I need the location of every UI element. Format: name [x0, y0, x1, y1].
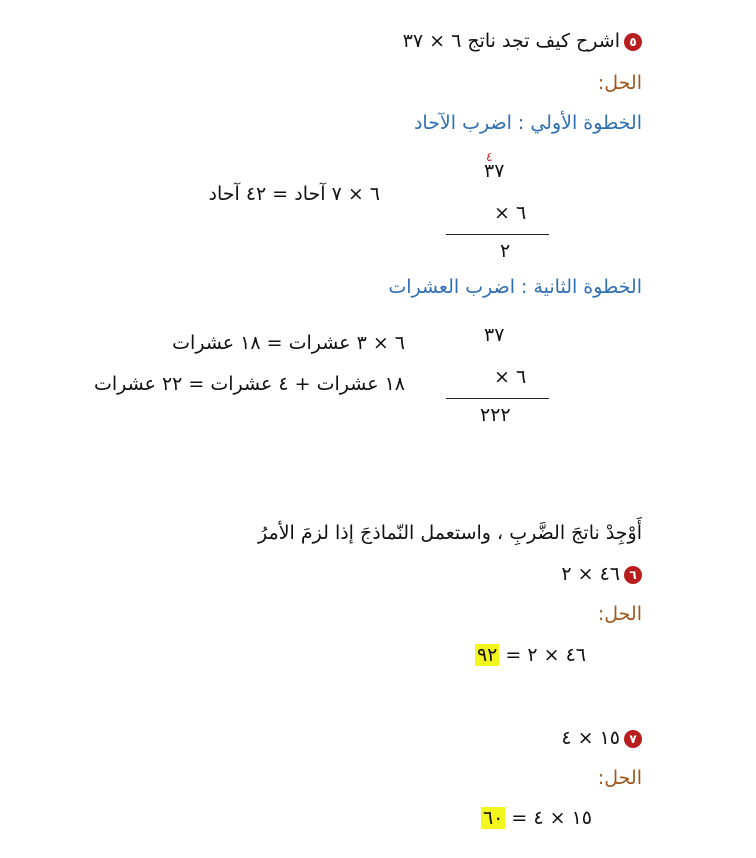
q5-step1-explanation: ٦ × ٧ آحاد = ٤٢ آحاد — [208, 183, 380, 205]
q5-step1-top-number: ٣٧ — [484, 160, 505, 182]
q5-step1-title: الخطوة الأولي : اضرب الآحاد — [413, 112, 642, 134]
q7-solution-label: الحل: — [597, 767, 642, 789]
q5-step2-underline — [446, 398, 549, 399]
q5-question-line — [403, 30, 642, 52]
q6-number-badge: ٦ — [624, 566, 642, 584]
q7-equation: ١٥ × ٤ = — [505, 807, 592, 829]
q5-step2-multiplier: ٦ × — [494, 366, 527, 388]
q6-question-text: ٤٦ × ٢ — [561, 563, 620, 585]
q5-step1-carry: ٤ — [486, 150, 493, 164]
q5-step2-top-number: ٣٧ — [484, 324, 505, 346]
q7-question-text: ١٥ × ٤ — [561, 727, 620, 749]
q6-question-line — [561, 563, 642, 585]
q5-solution-label: الحل: — [597, 72, 642, 94]
q6-answer-line — [475, 644, 586, 666]
q6-solution-label: الحل: — [597, 603, 642, 625]
q5-question-text: اشرح كيف تجد ناتج ٦ × ٣٧ — [402, 30, 620, 52]
q5-step1-multiplier: ٦ × — [494, 202, 527, 224]
q6-equation: ٤٦ × ٢ = — [499, 644, 586, 666]
q7-question-line — [561, 727, 642, 749]
q5-step2-result: ٢٢٢ — [480, 404, 511, 426]
q5-step2-title: الخطوة الثانية : اضرب العشرات — [388, 276, 642, 298]
q6-answer-highlight: ٩٢ — [476, 644, 498, 666]
q5-step1-underline — [446, 234, 549, 235]
q7-answer-line — [481, 807, 592, 829]
q5-number-badge: ٥ — [624, 33, 642, 51]
q5-step1-result: ٢ — [500, 240, 511, 262]
q5-step2-explanation-2: ١٨ عشرات + ٤ عشرات = ٢٢ عشرات — [93, 373, 405, 395]
exercise-instruction: أَوْجِدْ ناتجَ الضَّربِ ، واستعمل النّماذجَ إذا لزمَ الأمرُ — [258, 522, 642, 544]
q7-answer-highlight: ٦٠ — [482, 807, 504, 829]
q5-step2-explanation-1: ٦ × ٣ عشرات = ١٨ عشرات — [172, 332, 405, 354]
q7-number-badge: ٧ — [624, 730, 642, 748]
